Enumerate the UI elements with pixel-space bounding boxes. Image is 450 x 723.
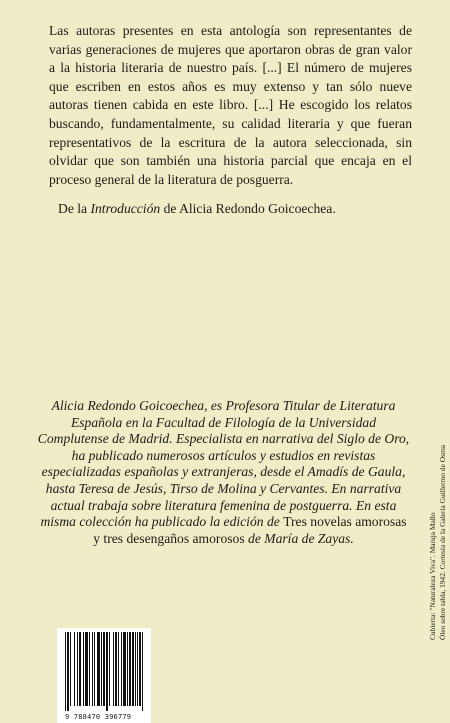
barcode-bar <box>127 632 128 706</box>
attribution-work: Introducción <box>90 201 161 216</box>
attribution-suffix: de Alicia Redondo Goicoechea. <box>160 201 336 216</box>
credit-line-1: Cubierta: "Naturaleza Viva". Maruja Mallo <box>428 512 437 640</box>
barcode-bar <box>135 632 136 706</box>
barcode-bar <box>77 632 78 706</box>
attribution-prefix: De la <box>58 201 91 216</box>
barcode-bar <box>137 632 138 706</box>
barcode-bar <box>92 632 93 706</box>
author-biography <box>36 398 411 547</box>
barcode-bar <box>97 632 100 706</box>
barcode-bar <box>79 632 81 706</box>
barcode-bar <box>118 632 119 706</box>
barcode-bar <box>101 632 102 706</box>
barcode-bar <box>94 632 95 706</box>
barcode-bar <box>106 632 108 711</box>
barcode-bar <box>89 632 90 706</box>
excerpt-text: Las autoras presentes en esta antología son representantes de varias generaciones de mujeres que aportaron obras de gran valor a la historia literaria de nuestro país. [...] El número de mujeres que escriben en estos años es muy extenso y tan sólo nueve autoras tienen cabida en este libro. [...] He escogido los relatos buscando, fundamentalmente, su calidad literaria y que fueran representativos de la escritura de la autora seleccionada, sin olvidar que son también una historia parcial que encaja en el proceso general de la literatura de posguerra. <box>49 23 412 187</box>
collection-title: Tres novelas amorosas y tres desengaños amorosos <box>93 514 407 546</box>
barcode-bar <box>132 632 134 706</box>
barcode-bar <box>123 632 126 706</box>
barcode-bar <box>115 632 117 706</box>
barcode-bar <box>70 632 71 706</box>
barcode-bar <box>65 632 66 711</box>
collection-intro: En esta misma colección ha publicado la edición de <box>40 497 397 530</box>
introduction-excerpt <box>49 22 412 189</box>
barcode-bar <box>103 632 105 706</box>
credit-line-2: Óleo sobre tabla, 1942. Cortesía de la Galería Guillermo de Osma <box>437 445 447 640</box>
barcode-bar <box>67 632 69 711</box>
barcode-bar <box>139 632 141 706</box>
barcode-bar <box>85 632 88 706</box>
excerpt-attribution <box>58 201 336 217</box>
barcode-bar <box>121 632 122 706</box>
barcode-bar <box>83 632 84 706</box>
cover-credit <box>428 340 447 640</box>
barcode-bar <box>142 632 143 711</box>
barcode-bar <box>74 632 75 706</box>
barcode-bar <box>109 632 110 706</box>
collection-author: de María de Zayas. <box>248 530 354 546</box>
barcode-bar <box>113 632 114 706</box>
barcode-bar <box>129 632 131 706</box>
isbn-barcode <box>57 628 151 723</box>
isbn-number: 9 788470 396779 <box>65 713 132 721</box>
barcode-bars <box>65 632 145 711</box>
bio-text: Alicia Redondo Goicoechea, es Profesora Titular de Literatura Española en la Facultad de Filología de la Universidad Complutense de Madrid. Especialista en narrativa del Siglo de Oro, ha publicado numerosos artículos y estudios en revistas especializadas españolas y extranjeras, desde el Amadís de Gaula, hasta Teresa de Jesús, Tirso de Molina y Cervantes. En narrativa actual trabaja sobre literatura femenina de postguerra. <box>37 398 410 513</box>
